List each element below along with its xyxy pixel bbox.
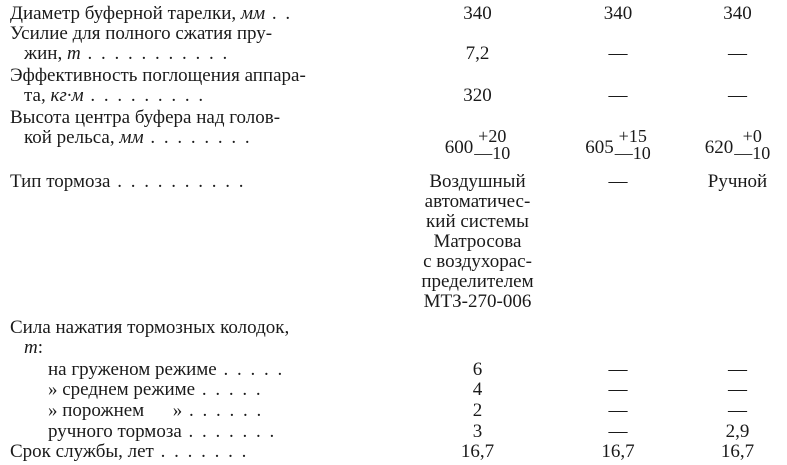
row-label-force-line2: [10, 44, 388, 64]
brake-type-line: Матросова: [433, 231, 522, 252]
value-brake-type-col1: [400, 172, 555, 312]
leader-dots: . . . . . . .: [153, 442, 249, 462]
value-height-col1: [400, 128, 555, 162]
label-text: та,: [24, 86, 51, 106]
leader-dots: . . . . .: [216, 360, 285, 380]
row-label-diameter: [10, 4, 388, 24]
colon-text: :: [37, 338, 44, 358]
leader-dots: . . . . . . . .: [143, 128, 252, 148]
row-label-height-line2: [10, 128, 388, 148]
value-efficiency-col2: —: [608, 85, 628, 106]
value-loaded-col1: 6: [472, 359, 483, 380]
leader-dots: . . . . . . .: [181, 422, 277, 442]
leader-dots: . .: [265, 4, 293, 24]
leader-dots: . . . . . . . . . . .: [80, 44, 230, 64]
value-service-col1: 16,7: [460, 441, 495, 462]
value-service-col3: 16,7: [720, 441, 755, 462]
value-efficiency-col1: 320: [463, 85, 492, 106]
value-diameter-col1: 340: [463, 3, 492, 24]
tolerance-plus: +15: [618, 126, 647, 146]
brake-type-line: МТЗ-270-006: [423, 291, 532, 312]
leader-dots: . . . . .: [195, 380, 263, 400]
label-text: Диаметр буферной тарелки,: [10, 4, 241, 24]
value-loaded-col3: —: [728, 359, 747, 380]
value-brake-type-col2: —: [608, 171, 628, 192]
row-label-loaded: [10, 360, 388, 380]
leader-dots: . . . . . . . . . .: [110, 172, 246, 192]
unit-text: кг·м: [50, 86, 84, 106]
label-text: на груженом режиме: [48, 360, 217, 380]
tolerance-minus: —10: [614, 143, 651, 163]
unit-text: т: [66, 44, 81, 64]
value-empty-col3: —: [728, 400, 747, 421]
unit-text: мм: [119, 128, 144, 148]
tolerance-plus: +20: [478, 126, 507, 146]
label-text: жин,: [24, 44, 67, 64]
row-label-efficiency-line1: Эффективность поглощения аппара-: [10, 66, 306, 86]
tolerance-base: 620: [704, 137, 734, 158]
leader-dots: . . . . . . . . .: [83, 86, 206, 106]
row-label-empty: [10, 401, 388, 421]
value-manual-col3: 2,9: [725, 421, 750, 442]
tolerance-minus: —10: [734, 143, 771, 163]
value-force-col2: —: [608, 43, 628, 64]
value-efficiency-col3: —: [728, 85, 747, 106]
value-brake-type-col3: Ручной: [707, 171, 768, 192]
brake-type-line: автоматичес-: [424, 191, 531, 212]
label-text: Срок службы, лет: [10, 442, 154, 462]
value-medium-col1: 4: [472, 379, 483, 400]
value-service-col2: 16,7: [601, 441, 635, 462]
label-text: ручного тормоза: [48, 422, 182, 442]
value-empty-col1: 2: [472, 400, 483, 421]
tolerance-base: 605: [585, 137, 614, 158]
value-loaded-col2: —: [608, 359, 628, 380]
value-medium-col2: —: [608, 379, 628, 400]
row-label-pressing-line1: Сила нажатия тормозных колодок,: [10, 318, 290, 338]
brake-type-line: Воздушный: [429, 171, 526, 192]
row-label-manual: [10, 422, 388, 442]
row-label-efficiency-line2: [10, 86, 388, 106]
value-manual-col1: 3: [472, 421, 483, 442]
value-height-col2: [568, 128, 668, 162]
value-diameter-col2: 340: [603, 3, 633, 24]
row-label-service: [10, 442, 388, 462]
value-manual-col2: —: [608, 421, 628, 442]
leader-dots: . . . . . .: [182, 401, 264, 421]
tolerance-minus: —10: [474, 143, 511, 163]
label-text: » порожнем »: [48, 401, 183, 421]
value-medium-col3: —: [728, 379, 747, 400]
row-label-force-line1: Усилие для полного сжатия пру-: [10, 24, 273, 44]
unit-text: т: [24, 338, 38, 358]
brake-type-line: пределителем: [421, 271, 534, 292]
value-height-col3: [690, 128, 785, 162]
row-label-pressing-line2: [10, 338, 388, 358]
label-text: кой рельса,: [24, 128, 120, 148]
value-force-col1: 7,2: [465, 43, 490, 64]
tolerance-base: 600: [444, 137, 474, 158]
value-empty-col2: —: [608, 400, 628, 421]
row-label-medium: [10, 380, 388, 400]
unit-text: мм: [240, 4, 266, 24]
row-label-height-line1: Высота центра буфера над голов-: [10, 108, 281, 128]
value-force-col3: —: [728, 43, 747, 64]
brake-type-line: с воздухорас-: [423, 251, 532, 272]
value-diameter-col3: 340: [723, 3, 752, 24]
tolerance-plus: +0: [742, 126, 762, 146]
row-label-brake-type: [10, 172, 388, 192]
label-text: Тип тормоза: [10, 172, 111, 192]
brake-type-line: кий системы: [426, 211, 529, 232]
label-text: » среднем режиме: [48, 380, 196, 400]
